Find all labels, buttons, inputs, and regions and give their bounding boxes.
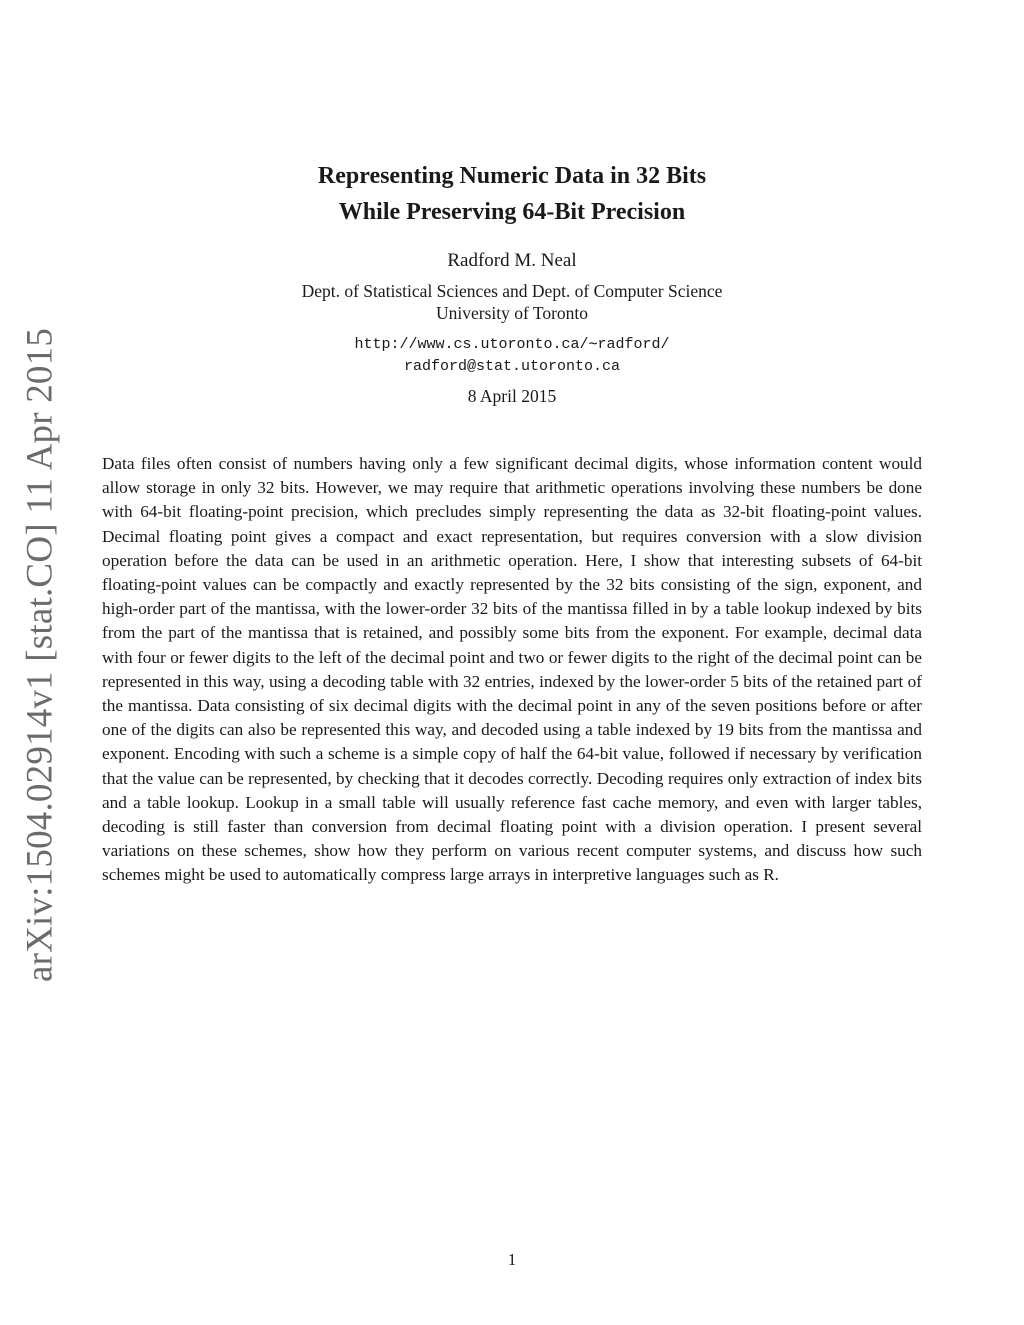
author-contact bbox=[0, 334, 1024, 378]
paper-title bbox=[0, 158, 1024, 230]
arxiv-identifier-stamp: arXiv:1504.02914v1 [stat.CO] 11 Apr 2015 bbox=[19, 327, 61, 983]
affiliation-university: University of Toronto bbox=[435, 303, 589, 323]
title-line-1: Representing Numeric Data in 32 Bits bbox=[317, 163, 707, 189]
homepage-link[interactable]: http://www.cs.utoronto.ca/∼radford/ bbox=[354, 336, 670, 353]
publication-date: 8 April 2015 bbox=[467, 386, 557, 406]
page-number: 1 bbox=[507, 1250, 517, 1269]
email-link[interactable]: radford@stat.utoronto.ca bbox=[403, 358, 621, 375]
title-line-2: While Preserving 64-Bit Precision bbox=[338, 199, 686, 225]
affiliation-department: Dept. of Statistical Sciences and Dept. of Computer Science bbox=[301, 281, 723, 301]
affiliation bbox=[0, 280, 1024, 324]
abstract-text: Data files often consist of numbers having only a few significant decimal digits, whose information content would allow storage in only 32 bits. However, we may require that arithmetic operations involving these numbers be done with 64-bit floating-point precision, which precludes simply representing the data as 32-bit floating-point values. Decimal floating point gives a compact and exact representation, but requires conversion with a slow division operation before the data can be used in an arithmetic operation. Here, I show that interesting subsets of 64-bit floating-point values can be compactly and exactly represented by the 32 bits consisting of the sign, exponent, and high-order part of the mantissa, with the lower-order 32 bits of the mantissa filled in by a table lookup indexed by bits from the part of the mantissa that is retained, and possibly some bits from the exponent. For example, decimal data with four or fewer digits to the left of the decimal point and two or fewer digits to the right of the decimal point can be represented in this way, using a decoding table with 32 entries, indexed by the lower-order 5 bits of the retained part of the mantissa. Data consisting of six decimal digits with the decimal point in any of the seven positions before or after one of the digits can also be represented this way, and decoded using a table indexed by 19 bits from the mantissa and exponent. Encoding with such a scheme is a simple copy of half the 64-bit value, followed if necessary by verification that the value can be represented, by checking that it decodes correctly. Decoding requires only extraction of index bits and a table lookup. Lookup in a small table will usually reference fast cache memory, and even with larger tables, decoding is still faster than conversion from decimal floating point with a division operation. I present several variations on these schemes, show how they perform on various recent computer systems, and discuss how such schemes might be used to automatically compress large arrays in interpretive languages such as R. bbox=[102, 454, 922, 885]
author-name: Radford M. Neal bbox=[447, 250, 577, 271]
